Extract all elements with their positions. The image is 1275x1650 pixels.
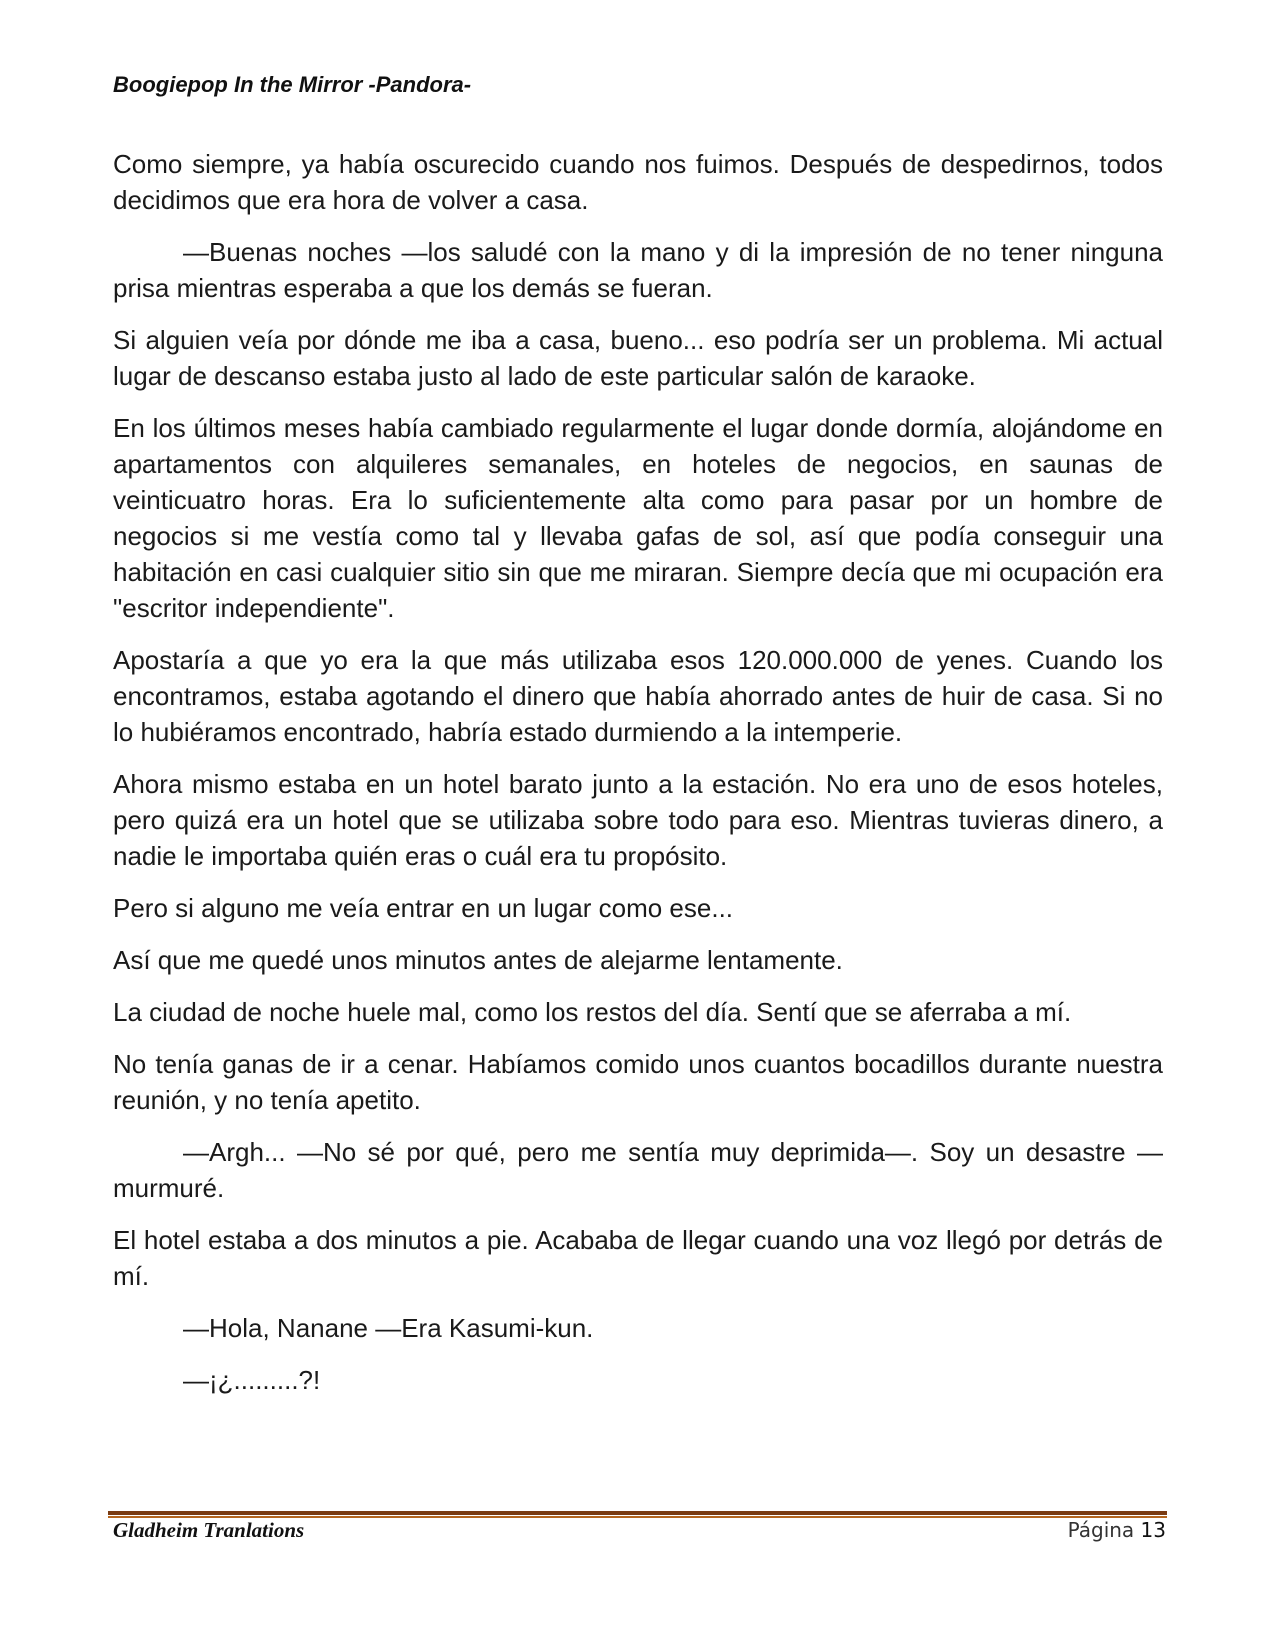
paragraph: El hotel estaba a dos minutos a pie. Acababa de llegar cuando una voz llegó por detrás de mí.	[113, 1225, 1163, 1291]
paragraph-dialogue: —Buenas noches —los saludé con la mano y di la impresión de no tener ninguna prisa mientras esperaba a que los demás se fueran.	[113, 237, 1163, 303]
paragraph: Así que me quedé unos minutos antes de alejarme lentamente.	[113, 945, 843, 975]
paragraph-dialogue: —Hola, Nanane —Era Kasumi-kun.	[183, 1313, 594, 1343]
paragraph: La ciudad de noche huele mal, como los restos del día. Sentí que se aferraba a mí.	[113, 997, 1072, 1027]
footer-page-indicator	[1068, 1518, 1166, 1542]
footer-divider	[108, 1511, 1167, 1518]
paragraph: Apostaría a que yo era la que más utilizaba esos 120.000.000 de yenes. Cuando los encontramos, estaba agotando el dinero que había ahorrado antes de huir de casa. Si no lo hubiéramos encontrado, habría estado durmiendo a la intemperie.	[113, 645, 1163, 747]
paragraph: Ahora mismo estaba en un hotel barato junto a la estación. No era uno de esos hoteles, pero quizá era un hotel que se utilizaba sobre todo para eso. Mientras tuvieras dinero, a nadie le importaba quién eras o cuál era tu propósito.	[113, 769, 1163, 871]
page-body	[113, 146, 1163, 1414]
footer-page-label: Página	[1067, 1518, 1135, 1542]
footer-divider-thick	[108, 1511, 1167, 1515]
paragraph: Si alguien veía por dónde me iba a casa, bueno... eso podría ser un problema. Mi actual lugar de descanso estaba justo al lado de este particular salón de karaoke.	[113, 325, 1163, 391]
footer-page-number: 13	[1140, 1518, 1166, 1542]
paragraph: Pero si alguno me veía entrar en un lugar como ese...	[113, 893, 734, 923]
footer-publisher: Gladheim Tranlations	[113, 1518, 305, 1542]
paragraph-dialogue: —¡¿.........?!	[183, 1365, 321, 1395]
running-header-title: Boogiepop In the Mirror -Pandora-	[113, 72, 472, 97]
paragraph: En los últimos meses había cambiado regularmente el lugar donde dormía, alojándome en apartamentos con alquileres semanales, en hoteles de negocios, en saunas de veinticuatro horas. Era lo suficientemente alta como para pasar por un hombre de negocios si me vestía como tal y llevaba gafas de sol, así que podía conseguir una habitación en casi cualquier sitio sin que me miraran. Siempre decía que mi ocupación era "escritor independiente".	[113, 413, 1163, 623]
paragraph-dialogue: —Argh... —No sé por qué, pero me sentía muy deprimida—. Soy un desastre —murmuré.	[113, 1137, 1163, 1203]
paragraph: Como siempre, ya había oscurecido cuando nos fuimos. Después de despedirnos, todos decidimos que era hora de volver a casa.	[113, 149, 1163, 215]
paragraph: No tenía ganas de ir a cenar. Habíamos comido unos cuantos bocadillos durante nuestra reunión, y no tenía apetito.	[113, 1049, 1163, 1115]
